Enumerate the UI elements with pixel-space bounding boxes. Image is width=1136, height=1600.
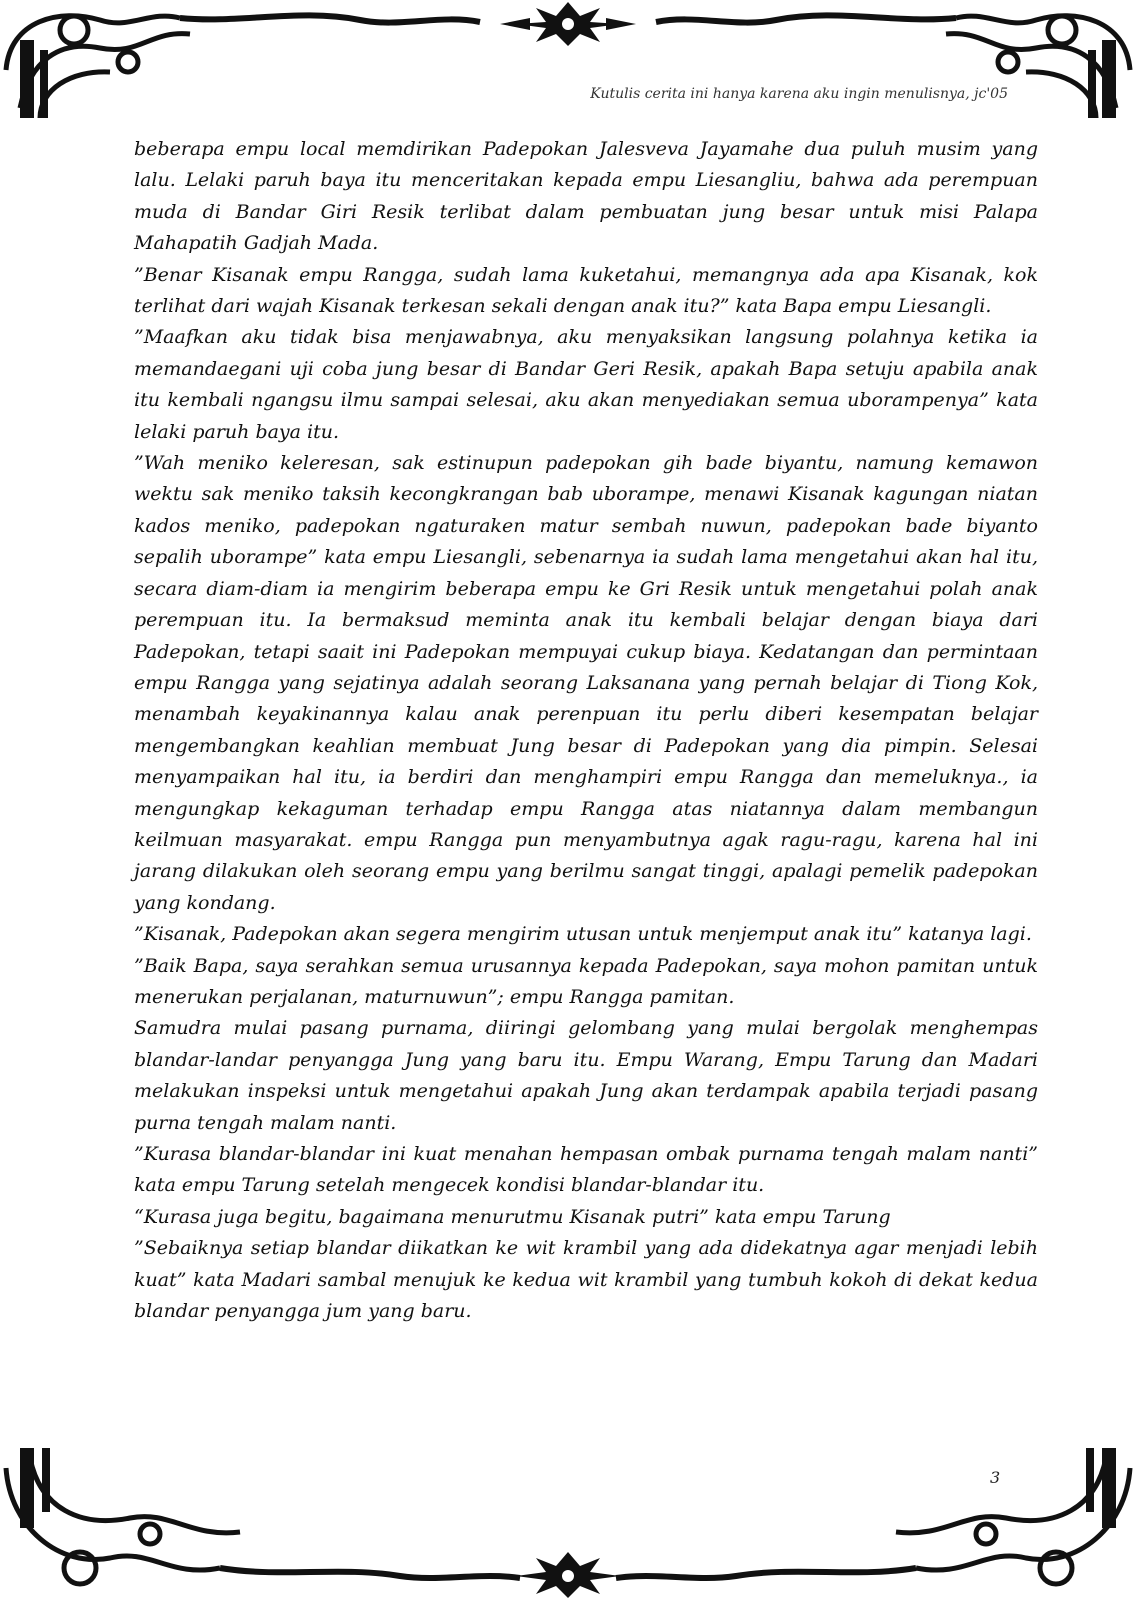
paragraph: ”Kurasa blandar-blandar ini kuat menahan hempasan ombak purnama tengah malam nanti” kata empu Tarung setelah mengecek kondisi blandar-blandar itu. <box>134 1143 1038 1197</box>
paragraph: ”Kisanak, Padepokan akan segera mengirim utusan untuk menjemput anak itu” katanya lagi. <box>134 923 1032 946</box>
paragraph: ”Baik Bapa, saya serahkan semua urusannya kepada Padepokan, saya mohon pamitan untuk menerukan perjalanan, maturnuwun”; empu Rangga pamitan. <box>134 954 1038 1008</box>
page-number: 3 <box>990 1468 1001 1487</box>
bottom-ornament-border <box>0 1448 1136 1600</box>
header-caption: Kutulis cerita ini hanya karena aku ingin menulisnya, jc'05 <box>590 86 1008 102</box>
paragraph: ”Wah meniko keleresan, sak estinupun padepokan gih bade biyantu, namung kemawon wektu sak meniko taksih kecongkrangan bab uborampe, menawi Kisanak kagungan niatan kados meniko, padepokan ngaturaken matur sembah nuwun, padepokan bade biyanto sepalih uborampe” kata empu Liesangli, sebenarnya ia sudah lama mengetahui akan hal itu, secara diam-diam ia mengirim beberapa empu ke Gri Resik untuk mengetahui polah anak perempuan itu. Ia bermaksud meminta anak itu kembali belajar dengan biaya dari Padepokan, tetapi saait ini Padepokan mempuyai cukup biaya. Kedatangan dan permintaan empu Rangga yang sejatinya adalah seorang Laksanana yang pernah belajar di Tiong Kok, menambah keyakinannya kalau anak perenpuan itu perlu diberi kesempatan belajar mengembangkan keahlian membuat Jung besar di Padepokan yang dia pimpin. Selesai menyampaikan hal itu, ia berdiri dan menghampiri empu Rangga dan memeluknya., ia mengungkap kekaguman terhadap empu Rangga atas niatannya dalam membangun keilmuan masyarakat. empu Rangga pun menyambutnya agak ragu-ragu, karena hal ini jarang dilakukan oleh seorang empu yang berilmu sangat tinggi, apalagi pemelik padepokan yang kondang. <box>134 452 1038 914</box>
paragraph: ”Sebaiknya setiap blandar diikatkan ke wit krambil yang ada didekatnya agar menjadi lebih kuat” kata Madari sambal menujuk ke kedua wit krambil yang tumbuh kokoh di dekat kedua blandar penyangga jum yang baru. <box>134 1237 1038 1323</box>
paragraph: ”Benar Kisanak empu Rangga, sudah lama kuketahui, memangnya ada apa Kisanak, kok terlihat dari wajah Kisanak terkesan sekali dengan anak itu?” kata Bapa empu Liesangli. <box>134 263 1038 318</box>
top-ornament-border <box>0 0 1136 120</box>
body-text <box>134 134 1038 1327</box>
paragraph: ”Maafkan aku tidak bisa menjawabnya, aku menyaksikan langsung polahnya ketika ia memandaegani uji coba jung besar di Bandar Geri Resik, apakah Bapa setuju apabila anak itu kembali ngangsu ilmu sampai selesai, aku akan menyediakan semua uborampenya” kata lelaki paruh baya itu. <box>134 326 1038 443</box>
paragraph: “Kurasa juga begitu, bagaimana menurutmu Kisanak putri” kata empu Tarung <box>134 1205 891 1228</box>
paragraph: beberapa empu local memdirikan Padepokan Jalesveva Jayamahe dua puluh musim yang lalu. Lelaki paruh baya itu menceritakan kepada empu Liesangliu, bahwa ada perempuan muda di Bandar Giri Resik terlibat dalam pembuatan jung besar untuk misi Palapa Mahapatih Gadjah Mada. <box>134 138 1038 255</box>
paragraph: Samudra mulai pasang purnama, diiringi gelombang yang mulai bergolak menghempas blandar-landar penyangga Jung yang baru itu. Empu Warang, Empu Tarung dan Madari melakukan inspeksi untuk mengetahui apakah Jung akan terdampak apabila terjadi pasang purna tengah malam nanti. <box>134 1017 1038 1134</box>
